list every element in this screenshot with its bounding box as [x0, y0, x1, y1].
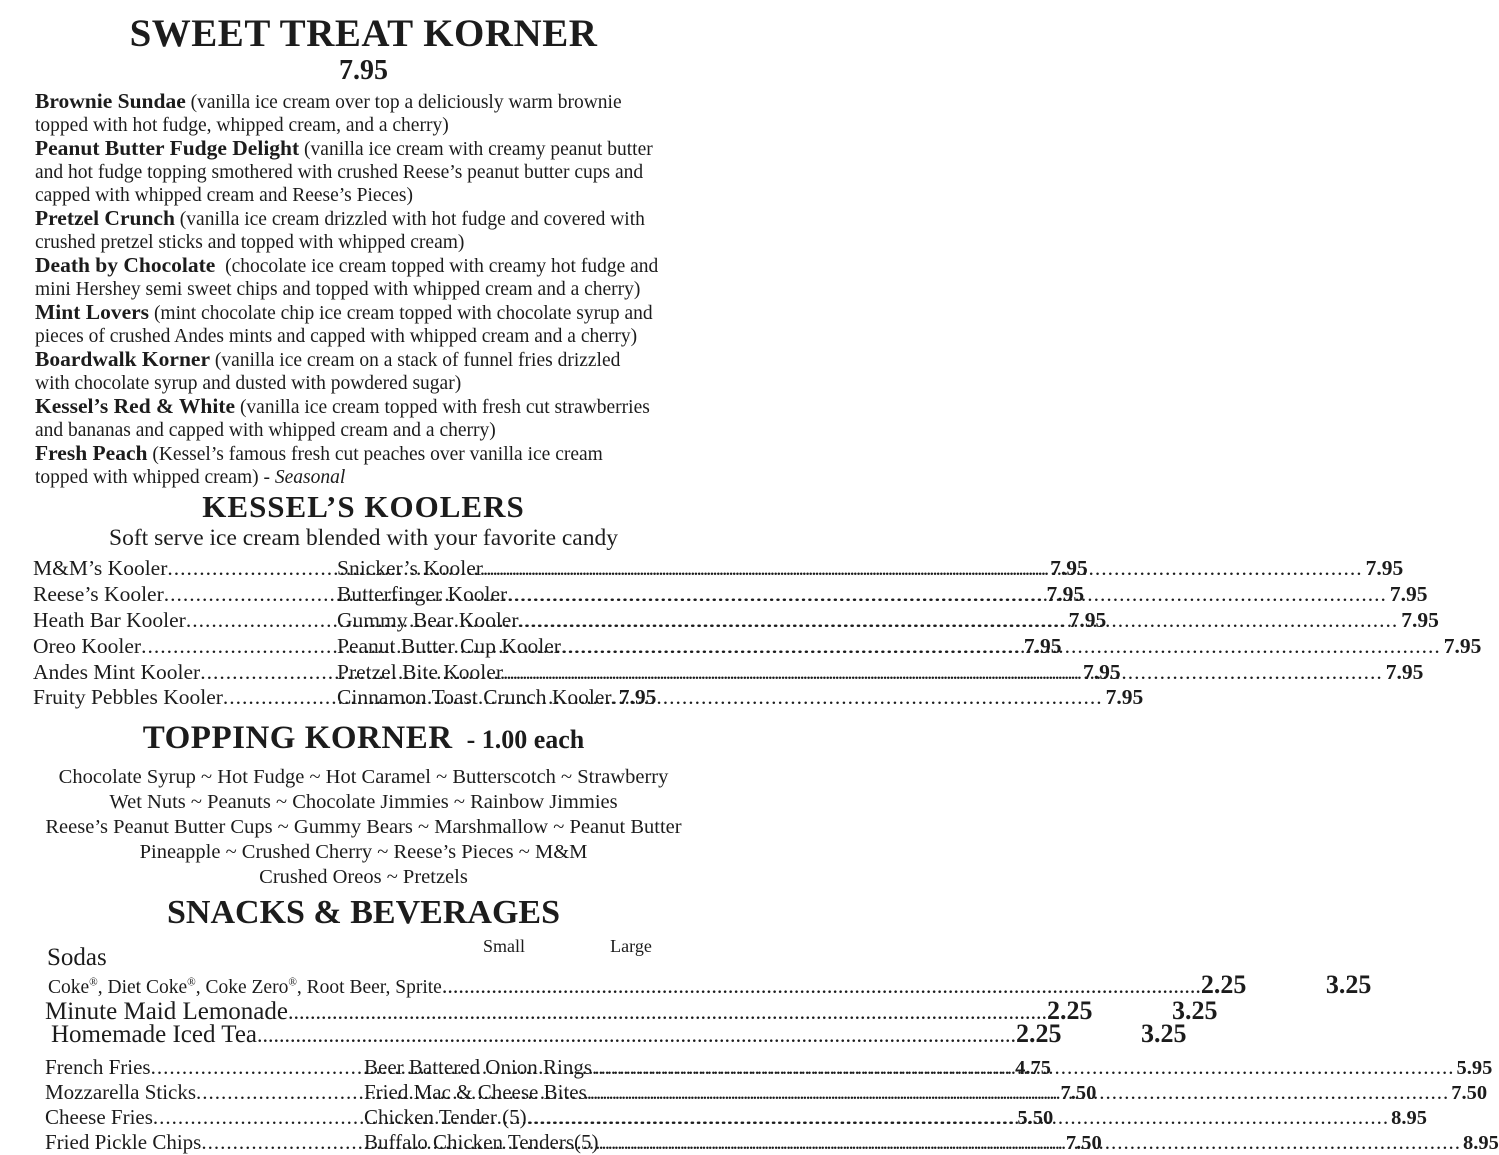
dot-leader: [507, 582, 1387, 608]
dot-leader: [257, 1024, 1016, 1047]
item-price-large: 3.25: [1172, 995, 1218, 1025]
item-name: Chicken Tender (5): [364, 1105, 527, 1130]
toppings-title: TOPPING KORNER: [142, 720, 453, 757]
item-name: French Fries: [45, 1054, 151, 1079]
section-title-snacks: SNACKS & BEVERAGES: [167, 894, 560, 932]
item-price: 7.50: [1451, 1081, 1488, 1104]
toppings-line: Pineapple ~ Crushed Cherry ~ Reese’s Pieces ~ M&M: [139, 841, 588, 864]
price-row: [33, 582, 1428, 608]
sodas-header: [45, 934, 655, 972]
dot-leader: [519, 608, 1399, 634]
snack-price-list: [45, 1054, 1499, 1155]
brand: , Root Beer, Sprite: [296, 977, 442, 999]
item-description: (vanilla ice cream on a stack of funnel fries drizzled with chocolate syrup and dusted with powdered sugar): [35, 350, 621, 395]
item-name: Fried Mac & Cheese Bites: [364, 1079, 587, 1104]
item-price: 8.95: [1463, 1132, 1499, 1155]
menu-page: [0, 12, 1499, 1155]
item-name: Mint Lovers: [35, 300, 150, 325]
toppings-line: Chocolate Syrup ~ Hot Fudge ~ Hot Caramel ~ Butterscotch ~ Strawberry: [58, 766, 669, 789]
item-price: 8.95: [1391, 1107, 1427, 1130]
menu-item: [35, 137, 659, 207]
section-title-koolers: KESSEL’S KOOLERS: [202, 489, 525, 525]
menu-item: [35, 90, 659, 137]
item-description: (vanilla ice cream topped with fresh cut strawberries and bananas and capped with whipped cream and a cherry): [35, 397, 650, 442]
menu-row: [337, 556, 1404, 582]
item-description: (vanilla ice cream over top a deliciously warm brownie topped with hot fudge, whipped cream, and a cherry): [35, 92, 622, 137]
item-name: Beer Battered Onion Rings: [364, 1054, 593, 1079]
item-name: Pretzel Bite Kooler: [337, 659, 503, 684]
brand: Coke: [48, 977, 90, 999]
menu-item: [35, 254, 659, 301]
item-name: Heath Bar Kooler: [33, 607, 186, 632]
dot-leader: [288, 1001, 1047, 1024]
item-name: M&M’s Kooler: [33, 556, 168, 581]
item-price: 5.50: [1017, 1107, 1054, 1130]
item-name: Reese’s Kooler: [33, 582, 164, 607]
section-title-toppings: [0, 719, 727, 763]
item-price: 7.95: [1023, 633, 1062, 658]
item-name: Fresh Peach: [35, 441, 148, 466]
item-name: Cheese Fries: [45, 1105, 153, 1130]
registered-mark: ®: [187, 976, 196, 989]
dot-leader: [599, 1130, 1462, 1154]
toppings-line: Wet Nuts ~ Peanuts ~ Chocolate Jimmies ~ Rainbow Jimmies: [109, 791, 618, 814]
soda-price-list: [45, 970, 1372, 1049]
item-price: 7.95: [1401, 607, 1439, 632]
item-price: 7.95: [1046, 582, 1085, 607]
item-name: Mozzarella Sticks: [45, 1079, 197, 1104]
item-name: Oreo Kooler: [33, 633, 142, 658]
item-price: 7.95: [1365, 556, 1404, 581]
brand: , Diet Coke: [97, 977, 188, 999]
toppings-list: [0, 765, 727, 890]
item-description: (vanilla ice cream with creamy peanut butter and hot fudge topping smothered with crushed Reese’s peanut butter cups and capped with whipped cream and Reese’s Pieces): [35, 139, 653, 207]
item-price: 7.95: [618, 685, 657, 710]
item-price: 7.50: [1065, 1132, 1102, 1155]
sweet-treat-price: 7.95: [339, 54, 388, 86]
item-name: Cinnamon Toast Crunch Kooler.: [337, 685, 616, 710]
item-name: Peanut Butter Fudge Delight: [35, 136, 300, 161]
item-price-small: 2.25: [1016, 1019, 1062, 1049]
item-price-small: 2.25: [1200, 970, 1247, 1000]
item-description: (vanilla ice cream drizzled with hot fudge and covered with crushed pretzel sticks and topped with whipped cream): [35, 209, 645, 254]
dot-leader: [503, 660, 1383, 686]
menu-row: [364, 1080, 1487, 1105]
item-name: Snicker’s Kooler: [337, 556, 483, 581]
koolers-price-list: [33, 556, 1482, 711]
item-name: Fruity Pebbles Kooler: [33, 685, 223, 710]
page-title: SWEET TREAT KORNER: [129, 12, 598, 55]
item-price: 7.95: [1068, 607, 1107, 632]
seasonal-note: Seasonal: [274, 467, 346, 489]
item-name: Brownie Sundae: [35, 89, 186, 114]
toppings-line: Crushed Oreos ~ Pretzels: [259, 866, 468, 889]
item-price: 7.95: [1385, 659, 1424, 684]
item-price: 7.50: [1060, 1081, 1097, 1104]
menu-row: [364, 1105, 1427, 1130]
item-name: [45, 977, 442, 1000]
price-row: [33, 659, 1424, 686]
dot-leader: [527, 1105, 1390, 1129]
item-name: Boardwalk Korner: [35, 347, 210, 372]
registered-mark: ®: [89, 976, 98, 989]
menu-row: [337, 633, 1482, 660]
item-description: (Kessel’s famous fresh cut peaches over vanilla ice cream topped with whipped cream) -: [35, 444, 603, 489]
item-price: 7.95: [1443, 633, 1482, 658]
item-price-large: 3.25: [1141, 1019, 1187, 1049]
koolers-subtitle: Soft serve ice cream blended with your favorite candy: [109, 525, 618, 552]
item-price: 7.95: [1082, 659, 1121, 684]
item-price: 7.95: [1050, 556, 1088, 581]
item-description: (mint chocolate chip ice cream topped with chocolate syrup and pieces of crushed Andes mints and capped with whipped cream and a cherry): [35, 303, 653, 348]
toppings-line: Reese’s Peanut Butter Cups ~ Gummy Bears ~ Marshmallow ~ Peanut Butter: [45, 816, 682, 839]
menu-row: [364, 1130, 1499, 1155]
menu-item: [35, 301, 659, 348]
price-row: [33, 685, 1144, 711]
item-name: Buffalo Chicken Tenders(5): [364, 1130, 599, 1155]
menu-row: [45, 995, 1218, 1025]
item-name: Butterfinger Kooler: [337, 582, 508, 607]
menu-row: [45, 970, 1372, 1000]
menu-row: [364, 1055, 1492, 1080]
item-price: 5.95: [1456, 1056, 1493, 1079]
menu-item: [35, 348, 659, 395]
item-price-small: 2.25: [1047, 995, 1093, 1025]
price-row: [45, 1054, 1493, 1080]
dot-leader: [592, 1055, 1455, 1079]
item-name: Fried Pickle Chips: [45, 1130, 202, 1155]
dot-leader: [483, 556, 1363, 582]
item-price: 4.75: [1015, 1056, 1051, 1079]
dot-leader: [561, 634, 1441, 660]
price-row: [45, 1130, 1499, 1155]
item-name: Kessel’s Red & White: [35, 394, 236, 419]
item-name: Andes Mint Kooler: [33, 659, 201, 684]
item-name: Minute Maid Lemonade: [45, 997, 288, 1025]
brand: , Coke Zero: [195, 977, 289, 999]
menu-item: [35, 442, 659, 489]
menu-row: [337, 607, 1439, 634]
price-row: [33, 556, 1404, 582]
item-name: Death by Chocolate: [35, 253, 216, 278]
item-price-large: 3.25: [1325, 970, 1372, 1000]
menu-row: [337, 659, 1424, 686]
price-row: [45, 1105, 1427, 1130]
dot-leader: [442, 975, 1201, 998]
dot-leader: [587, 1080, 1450, 1104]
column-header-large: Large: [610, 936, 652, 957]
item-name: Pretzel Crunch: [35, 206, 175, 231]
price-row: [45, 1079, 1488, 1105]
menu-item: [35, 207, 659, 254]
price-row: [33, 633, 1482, 660]
toppings-price-note: - 1.00 each: [466, 725, 585, 755]
item-name: Gummy Bear Kooler: [337, 607, 519, 632]
price-row: [33, 607, 1439, 634]
sodas-label: Sodas: [47, 944, 107, 972]
menu-row: [337, 685, 657, 711]
column-header-small: Small: [482, 936, 525, 957]
item-price: 7.95: [1389, 582, 1428, 607]
item-name: Homemade Iced Tea: [51, 1021, 258, 1049]
registered-mark: ®: [288, 976, 297, 989]
item-description: (chocolate ice cream topped with creamy hot fudge and mini Hershey semi sweet chips and topped with whipped cream and a cherry): [35, 256, 659, 301]
menu-row: [45, 1019, 1187, 1049]
item-name: Peanut Butter Cup Kooler: [337, 633, 561, 658]
menu-row: [337, 582, 1428, 608]
item-price: 7.95: [1105, 685, 1144, 710]
sundae-list: [35, 90, 659, 489]
menu-item: [35, 395, 659, 442]
